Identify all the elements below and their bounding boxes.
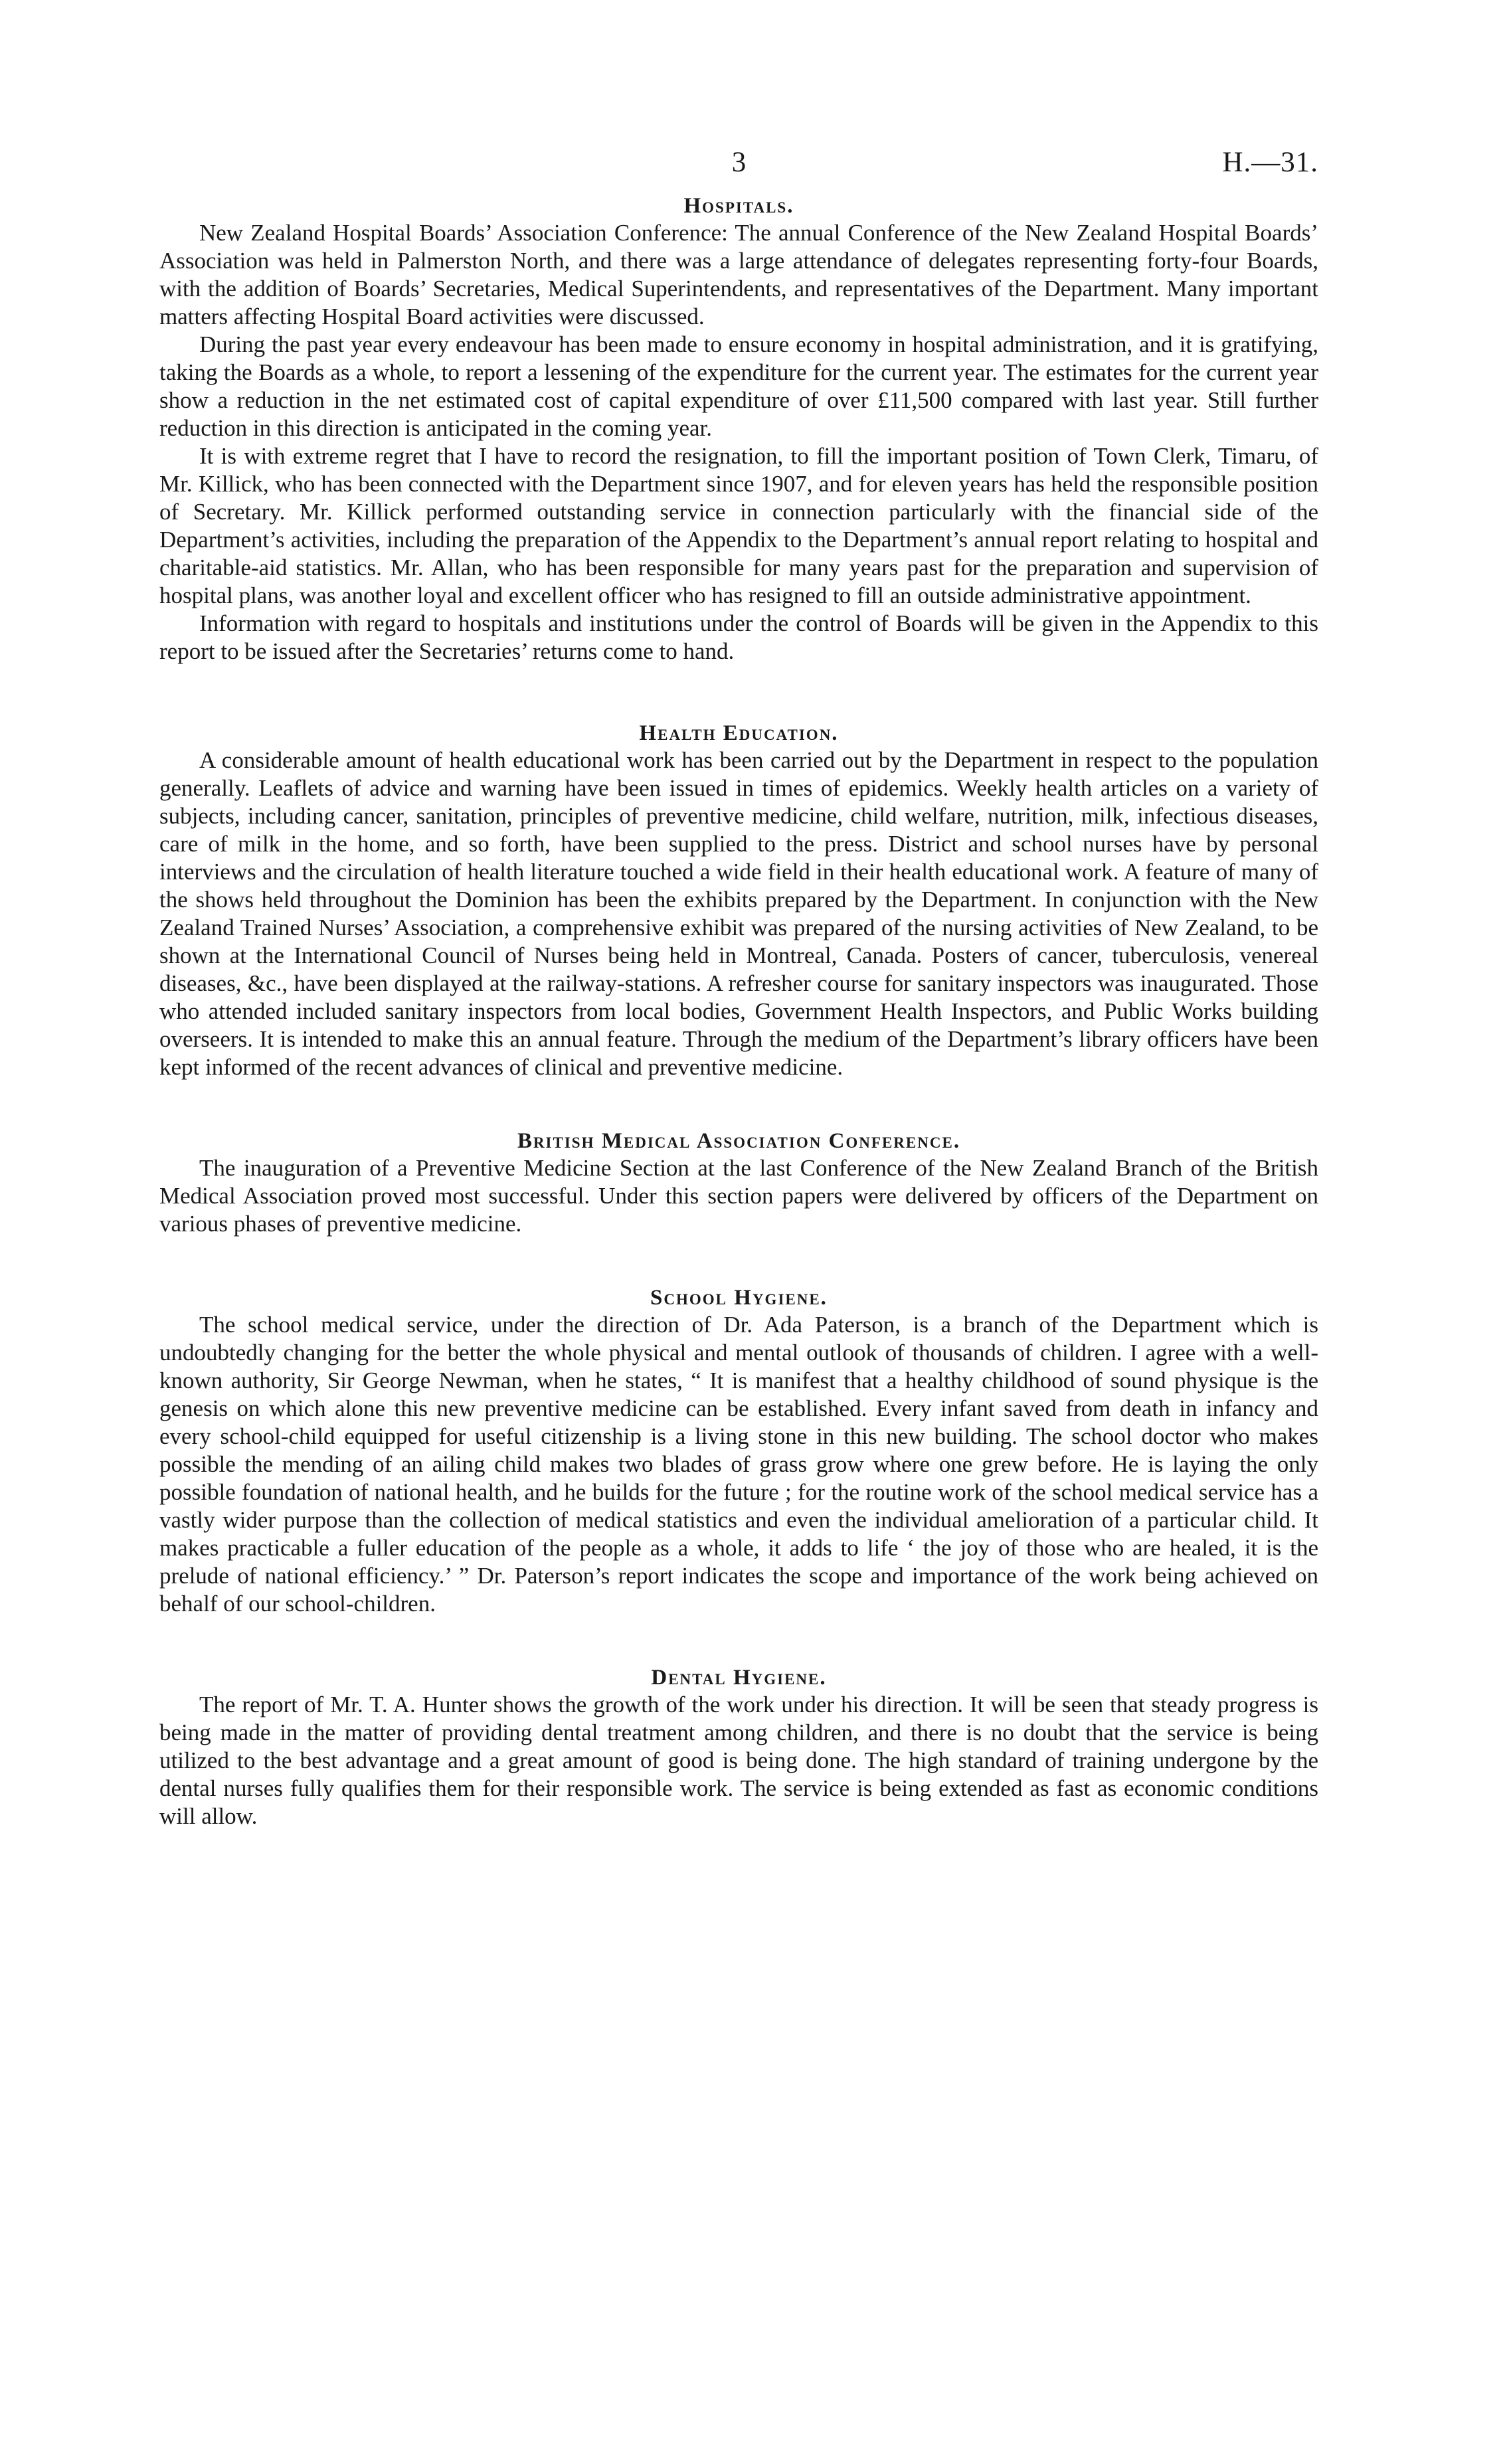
section-heading-health-education: Health Education. [639,721,839,745]
section-health-education [159,720,1318,1081]
section-heading-bma-conference: British Medical Association Conference. [517,1129,961,1153]
paragraph: A considerable amount of health educational work has been carried out by the Department in respect to the population generally. Leaflets of advice and warning have been issued in times of epidemics. Weekly health articles on a variety of subjects, including cancer, sanitation, principles of preventive medicine, child welfare, nutrition, milk, infectious diseases, care of milk in the home, and so forth, have been supplied to the press. District and school nurses have by personal interviews and the circulation of health literature touched a wide field in their health educational work. A feature of many of the shows held throughout the Dominion has been the exhibits prepared by the Department. In conjunction with the New Zealand Trained Nurses’ Association, a comprehensive exhibit was prepared of the nursing activities of New Zealand, to be shown at the International Council of Nurses being held in Montreal, Canada. Posters of cancer, tuberculosis, venereal diseases, &c., have been displayed at the railway-stations. A refresher course for sanitary inspectors was inaugurated. Those who attended included sanitary inspectors from local bodies, Government Health Inspectors, and Public Works building overseers. It is intended to make this an annual feature. Through the medium of the Department’s library officers have been kept informed of the recent advances of clinical and preventive medicine. [159,747,1318,1080]
paragraph: New Zealand Hospital Boards’ Association Conference: The annual Conference of the New Zealand Hospital Boards’ Association was held in Palmerston North, and there was a large attendance of delegates representing forty-four Boards, with the addition of Boards’ Secretaries, Medical Superintendents, and representatives of the Department. Many important matters affecting Hospital Board activities were discussed. [159,220,1318,329]
paragraph: During the past year every endeavour has been made to ensure economy in hospital administration, and it is gratifying, taking the Boards as a whole, to report a lessening of the expenditure for the current year. The estimates for the current year show a reduction in the net estimated cost of capital expenditure of over £11,500 compared with last year. Still further reduction in this direction is anticipated in the coming year. [159,331,1318,441]
section-hospitals [159,193,1318,665]
section-dental-hygiene [159,1664,1318,1830]
section-heading-hospitals: Hospitals. [683,194,794,218]
paragraph: It is with extreme regret that I have to record the resignation, to fill the important position of Town Clerk, Timaru, of Mr. Killick, who has been connected with the Department since 1907, and for eleven years has held the responsible position of Secretary. Mr. Killick performed outstanding service in connection particularly with the financial side of the Department’s activities, including the preparation of the Appendix to the Department’s annual report relating to hospital and charitable-aid statistics. Mr. Allan, who has been responsible for many years past for the preparation and supervision of hospital plans, was another loyal and excellent officer who has resigned to fill an outside administrative appointment. [159,443,1318,608]
paragraph: The school medical service, under the direction of Dr. Ada Paterson, is a branch of the Department which is undoubtedly changing for the better the whole physical and mental outlook of thousands of children. I agree with a well-known authority, Sir George Newman, when he states, “ It is manifest that a healthy childhood of sound physique is the genesis on which alone this new preventive medicine can be established. Every infant saved from death in infancy and every school-child equipped for useful citizenship is a living stone in this new building. The school doctor who makes possible the mending of an ailing child makes two blades of grass grow where one grew before. He is laying the only possible foundation of national health, and he builds for the future ; for the routine work of the school medical service has a vastly wider purpose than the collection of medical statistics and even the individual amelioration of a particular child. It makes practicable a fuller education of the people as a whole, it adds to life ‘ the joy of those who are healed, it is the prelude of national efficiency.’ ” Dr. Paterson’s report indicates the scope and importance of the work being achieved on behalf of our school-children. [159,1312,1318,1617]
paragraph: The inauguration of a Preventive Medicine Section at the last Conference of the New Zealand Branch of the British Medical Association proved most successful. Under this section papers were delivered by officers of the Department on various phases of preventive medicine. [159,1155,1318,1237]
document-reference: H.—31. [1222,147,1318,178]
page-number: 3 [731,147,747,178]
section-school-hygiene [159,1284,1318,1618]
document-page [159,146,1318,1830]
section-bma-conference [159,1128,1318,1238]
paragraph: The report of Mr. T. A. Hunter shows the growth of the work under his direction. It will be seen that steady progress is being made in the matter of providing dental treatment among children, and there is no doubt that the service is being utilized to the best advantage and a great amount of good is being done. The high standard of training undergone by the dental nurses fully qualifies them for their responsible work. The service is being extended as fast as economic conditions will allow. [159,1692,1318,1829]
running-head [159,146,1318,193]
paragraph: Information with regard to hospitals and institutions under the control of Boards will be given in the Appendix to this report to be issued after the Secretaries’ returns come to hand. [159,610,1318,664]
section-heading-school-hygiene: School Hygiene. [650,1286,828,1310]
section-heading-dental-hygiene: Dental Hygiene. [651,1666,827,1690]
